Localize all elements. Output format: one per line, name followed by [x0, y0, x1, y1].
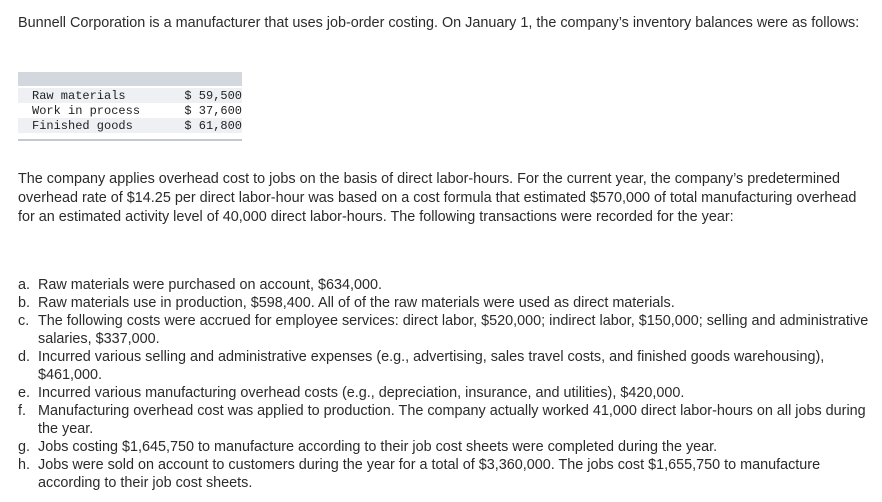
table-row [18, 118, 242, 133]
list-item [18, 384, 870, 402]
list-item [18, 276, 870, 294]
table-row [18, 88, 242, 103]
inventory-value: $ 37,600 [184, 103, 242, 118]
inventory-label: Finished goods [32, 118, 133, 133]
item-text: Raw materials use in production, $598,400. All of of the raw materials were used as direct materials. [38, 295, 675, 311]
item-letter: h. [18, 457, 31, 473]
item-text: Incurred various selling and administrative expenses (e.g., advertising, sales travel costs, and finished goods warehousing), $461,000. [38, 349, 825, 383]
item-letter: f. [18, 403, 26, 419]
item-letter: e. [18, 385, 31, 401]
list-item [18, 312, 870, 348]
intro-text: Bunnell Corporation is a manufacturer that uses job-order costing. On January 1, the company’s inventory balances were as follows: [18, 15, 860, 31]
inventory-table [18, 72, 242, 141]
item-text: Jobs costing $1,645,750 to manufacture according to their job cost sheets were completed during the year. [38, 439, 718, 455]
inventory-label: Raw materials [32, 88, 126, 103]
item-text: Jobs were sold on account to customers during the year for a total of $3,360,000. The jobs cost $1,655,750 to manufacture according to their job cost sheets. [38, 457, 821, 491]
list-item [18, 402, 870, 438]
list-item [18, 348, 870, 384]
item-letter: g. [18, 439, 31, 455]
list-item [18, 456, 870, 492]
inventory-value: $ 59,500 [184, 88, 242, 103]
item-letter: b. [18, 295, 31, 311]
item-letter: a. [18, 277, 31, 293]
overhead-paragraph: The company applies overhead cost to jobs on the basis of direct labor-hours. For the current year, the company’s predetermined overhead rate of $14.25 per direct labor-hour was based on a cost formula that estimated $570,000 of total manufacturing overhead for an estimated activity level of 40,000 direct labor-hours. The following transactions were recorded for the year: [18, 171, 857, 225]
item-text: The following costs were accrued for employee services: direct labor, $520,000; indirect labor, $150,000; selling and administrative salaries, $337,000. [38, 313, 869, 347]
item-text: Raw materials were purchased on account, $634,000. [38, 277, 382, 293]
inventory-value: $ 61,800 [184, 118, 242, 133]
table-row [18, 103, 242, 118]
transaction-list [18, 276, 870, 492]
item-text: Incurred various manufacturing overhead costs (e.g., depreciation, insurance, and utilities), $420,000. [38, 385, 685, 401]
item-text: Manufacturing overhead cost was applied to production. The company actually worked 41,000 direct labor-hours on all jobs during the year. [38, 403, 866, 437]
list-item [18, 294, 870, 312]
list-item [18, 438, 870, 456]
item-letter: c. [18, 313, 30, 329]
item-letter: d. [18, 349, 31, 365]
inventory-table-header [18, 72, 242, 86]
inventory-table-body [18, 86, 242, 139]
inventory-label: Work in process [32, 103, 141, 118]
